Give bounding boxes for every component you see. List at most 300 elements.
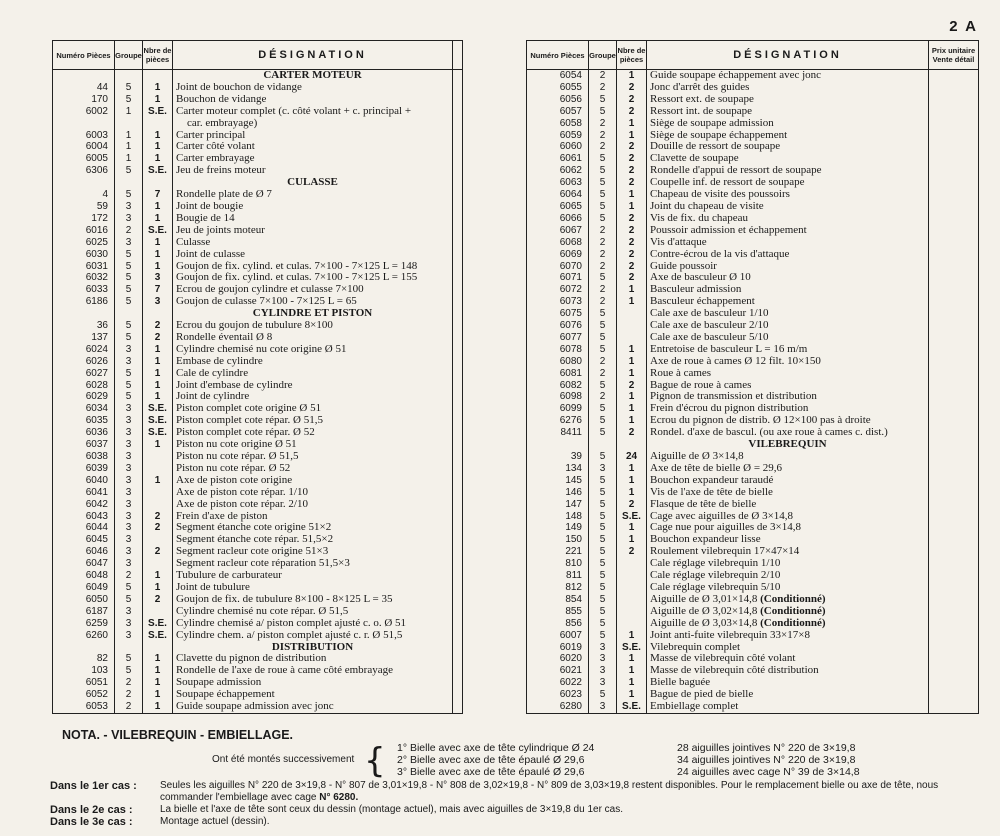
group: 3	[115, 558, 143, 570]
designation-text: Masse de vilebrequin côté volant	[650, 653, 796, 665]
quantity: 7	[143, 189, 173, 201]
designation-text: Axe de roue à cames Ø 12 filt. 10×150	[650, 355, 821, 367]
nota-title: NOTA. - VILEBREQUIN - EMBIELLAGE.	[62, 728, 294, 742]
quantity: 1	[617, 296, 647, 308]
designation-text: Bouchon expandeur lisse	[650, 534, 761, 546]
group: 3	[589, 701, 617, 713]
designation	[173, 689, 453, 701]
case-2-text: La bielle et l'axe de tête sont ceux du dessin (montage actuel), mais avec aiguilles de 3×19,8 du 1er cas.	[160, 804, 624, 815]
price-cell	[929, 630, 979, 642]
part-number: 6051	[53, 677, 115, 689]
group: 5	[115, 653, 143, 665]
parts-table-right	[526, 40, 979, 714]
table-row	[53, 82, 463, 94]
part-number: 6016	[53, 225, 115, 237]
part-number: 810	[527, 558, 589, 570]
designation	[173, 153, 453, 165]
designation-text: Poussoir admission et échappement	[650, 224, 807, 236]
designation	[173, 272, 453, 284]
part-number: 6064	[527, 189, 589, 201]
designation-text: Cage avec aiguilles de Ø 3×14,8	[650, 510, 794, 522]
quantity: 1	[617, 356, 647, 368]
part-number: 6062	[527, 165, 589, 177]
part-number: 6002	[53, 106, 115, 118]
quantity: 1	[617, 415, 647, 427]
conditionne-note: (Conditionné)	[760, 593, 826, 605]
group: 5	[589, 201, 617, 213]
table-row	[53, 320, 463, 332]
part-number: 6020	[527, 653, 589, 665]
table-row	[53, 618, 463, 630]
quantity: 1	[617, 653, 647, 665]
designation	[173, 94, 453, 106]
part-number: 6029	[53, 391, 115, 403]
quantity: 1	[617, 534, 647, 546]
part-number: 6043	[53, 511, 115, 523]
table-row	[527, 177, 979, 189]
table-row	[527, 118, 979, 130]
designation	[173, 511, 453, 523]
designation	[647, 487, 929, 499]
price-cell	[929, 308, 979, 320]
quantity: S.E.	[143, 106, 173, 118]
quantity: 2	[617, 427, 647, 439]
table-row	[527, 213, 979, 225]
designation-text: Vilebrequin complet	[650, 641, 741, 653]
section-row	[53, 308, 463, 320]
price-cell	[453, 249, 463, 261]
part-number: 6022	[527, 677, 589, 689]
price-cell	[453, 630, 463, 642]
price-cell	[453, 177, 463, 189]
table-row	[53, 689, 463, 701]
price-cell	[929, 415, 979, 427]
brace: {	[364, 741, 386, 781]
group: 2	[589, 82, 617, 94]
designation	[647, 165, 929, 177]
group: 3	[115, 522, 143, 534]
part-number: 6082	[527, 380, 589, 392]
designation-text: Cale réglage vilebrequin 5/10	[650, 581, 781, 593]
quantity: 2	[617, 82, 647, 94]
group: 5	[589, 522, 617, 534]
group: 5	[589, 427, 617, 439]
table-row	[53, 630, 463, 642]
table-row	[527, 189, 979, 201]
designation-text: Joint de bouchon de vidange	[176, 81, 302, 93]
designation	[173, 499, 453, 511]
table-row	[527, 380, 979, 392]
part-number: 6280	[527, 701, 589, 713]
price-cell	[453, 499, 463, 511]
quantity	[143, 463, 173, 475]
part-number: 44	[53, 82, 115, 94]
price-cell	[453, 213, 463, 225]
part-number: 6077	[527, 332, 589, 344]
group-cell	[115, 308, 143, 320]
group: 1	[115, 141, 143, 153]
designation-text: Culasse	[176, 236, 211, 248]
designation-text: Piston nu cote origine Ø 51	[176, 439, 297, 451]
conditionne-note: (Conditionné)	[760, 617, 826, 629]
group: 5	[115, 165, 143, 177]
price-cell	[453, 427, 463, 439]
price-cell	[453, 522, 463, 534]
group: 2	[115, 677, 143, 689]
designation-text: Bielle baguée	[650, 677, 711, 689]
part-number: 6098	[527, 391, 589, 403]
group: 3	[115, 237, 143, 249]
quantity: 1	[617, 201, 647, 213]
table-row	[53, 380, 463, 392]
table-row	[53, 403, 463, 415]
table-row	[53, 582, 463, 594]
designation-text: Segment racleur cote réparation 51,5×3	[176, 558, 350, 570]
designation	[173, 403, 453, 415]
designation	[647, 296, 929, 308]
designation-text: Coupelle inf. de ressort de soupape	[650, 177, 805, 189]
designation-text: Vis de l'axe de tête de bielle	[650, 486, 773, 498]
table-row	[527, 522, 979, 534]
part-number: 6055	[527, 82, 589, 94]
quantity: 2	[617, 213, 647, 225]
table-row	[527, 165, 979, 177]
quantity: 1	[143, 665, 173, 677]
price-cell	[453, 606, 463, 618]
group: 2	[589, 296, 617, 308]
part-number: 6056	[527, 94, 589, 106]
designation	[647, 618, 929, 630]
price-cell	[453, 701, 463, 713]
table-row	[527, 451, 979, 463]
group: 5	[589, 94, 617, 106]
group: 5	[589, 332, 617, 344]
price-cell	[929, 153, 979, 165]
price-cell	[453, 189, 463, 201]
quantity: 1	[617, 70, 647, 82]
designation-text: Guide soupape admission avec jonc	[176, 701, 334, 713]
designation	[647, 332, 929, 344]
nota-bielles	[397, 742, 594, 778]
price-cell	[929, 582, 979, 594]
designation-text: Ressort ext. de soupape	[650, 93, 754, 105]
group-cell	[115, 642, 143, 654]
quantity: 1	[143, 439, 173, 451]
quantity: 1	[143, 94, 173, 106]
quantity: 1	[143, 261, 173, 273]
designation-text: Piston complet cote répar. Ø 51,5	[176, 415, 323, 427]
table-row	[53, 165, 463, 177]
designation	[173, 677, 453, 689]
group: 5	[589, 308, 617, 320]
quantity: 1	[617, 368, 647, 380]
group: 3	[115, 403, 143, 415]
designation	[173, 249, 453, 261]
designation	[647, 94, 929, 106]
designation	[173, 118, 453, 130]
group: 5	[589, 689, 617, 701]
designation	[173, 606, 453, 618]
group: 5	[589, 344, 617, 356]
price-cell	[929, 356, 979, 368]
designation-text: Aiguille de Ø 3,01×14,8	[650, 593, 758, 605]
part-number: 103	[53, 665, 115, 677]
designation-text: Bougie de 14	[176, 212, 235, 224]
designation	[647, 141, 929, 153]
quantity: 1	[143, 344, 173, 356]
group: 5	[115, 249, 143, 261]
table-row	[527, 511, 979, 523]
designation-text: Joint de cylindre	[176, 391, 250, 403]
price-cell	[929, 439, 979, 451]
table-row	[527, 594, 979, 606]
quantity: 1	[143, 570, 173, 582]
group: 1	[115, 153, 143, 165]
price-cell	[929, 106, 979, 118]
group: 5	[589, 582, 617, 594]
quantity: S.E.	[617, 642, 647, 654]
designation	[173, 427, 453, 439]
quantity: S.E.	[617, 511, 647, 523]
designation-text: Basculeur admission	[650, 284, 742, 296]
case-1-text: Seules les aiguilles N° 220 de 3×19,8 - N° 807 de 3,01×19,8 - N° 808 de 3,02×19,8 - N° 809 de 3,03×19,8 restent disponibles. Pour le remplacement bielle ou axe de tête, nous commander l'embiellage avec cage	[160, 780, 939, 803]
table-row	[53, 534, 463, 546]
quantity: 1	[617, 665, 647, 677]
quantity: 2	[617, 380, 647, 392]
designation-text: Joint de bougie	[176, 200, 244, 212]
designation	[173, 356, 453, 368]
designation-text: Piston nu cote répar. Ø 52	[176, 462, 291, 474]
table-row	[527, 642, 979, 654]
group: 3	[115, 344, 143, 356]
table-row	[527, 427, 979, 439]
part-number: 6053	[53, 701, 115, 713]
price-cell	[929, 320, 979, 332]
price-cell	[453, 296, 463, 308]
designation-text: Soupape échappement	[176, 689, 275, 701]
bielle-3: 3° Bielle avec axe de tête épaulé Ø 29,6	[397, 766, 585, 778]
quantity: 1	[617, 403, 647, 415]
quantity: 1	[617, 391, 647, 403]
part-number: 150	[527, 534, 589, 546]
price-cell	[453, 130, 463, 142]
table-row	[527, 201, 979, 213]
designation	[647, 534, 929, 546]
designation-text: Rondelle plate de Ø 7	[176, 189, 272, 201]
group: 5	[589, 415, 617, 427]
group: 5	[115, 284, 143, 296]
part-number: 854	[527, 594, 589, 606]
part-number: 6039	[53, 463, 115, 475]
part-number: 6099	[527, 403, 589, 415]
part-number: 6035	[53, 415, 115, 427]
price-cell	[453, 141, 463, 153]
group: 3	[115, 606, 143, 618]
group: 5	[589, 213, 617, 225]
group: 3	[115, 201, 143, 213]
page-number: 2 A	[949, 18, 978, 35]
designation	[647, 511, 929, 523]
designation	[647, 118, 929, 130]
group: 5	[589, 475, 617, 487]
part-number: 6024	[53, 344, 115, 356]
designation-text: Piston complet cote répar. Ø 52	[176, 427, 315, 439]
group: 1	[115, 106, 143, 118]
designation	[173, 391, 453, 403]
table-row	[527, 653, 979, 665]
quantity: S.E.	[617, 701, 647, 713]
designation-text: Guide soupape échappement avec jonc	[650, 69, 822, 81]
designation	[647, 70, 929, 82]
designation-text: Rondel. d'axe de bascul. (ou axe roue à cames c. dist.)	[650, 427, 888, 439]
designation	[647, 153, 929, 165]
table-row	[53, 141, 463, 153]
table-row	[527, 618, 979, 630]
quantity: 1	[143, 653, 173, 665]
group: 5	[589, 165, 617, 177]
header-groupe: Groupe	[115, 41, 143, 70]
part-number-cell	[53, 308, 115, 320]
designation-text: Siège de soupape échappement	[650, 129, 788, 141]
quantity: S.E.	[143, 427, 173, 439]
table-row	[527, 284, 979, 296]
quantity: 1	[143, 689, 173, 701]
part-number: 8411	[527, 427, 589, 439]
quantity	[143, 558, 173, 570]
price-cell	[929, 272, 979, 284]
price-cell	[453, 475, 463, 487]
part-number: 170	[53, 94, 115, 106]
part-number: 6187	[53, 606, 115, 618]
designation-text: Ecrou de goujon cylindre et culasse 7×100	[176, 284, 364, 296]
table-row	[53, 451, 463, 463]
quantity	[617, 606, 647, 618]
designation-text: Joint anti-fuite vilebrequin 33×17×8	[650, 629, 810, 641]
price-cell	[453, 320, 463, 332]
price-cell	[453, 261, 463, 273]
price-cell	[929, 653, 979, 665]
price-cell	[929, 380, 979, 392]
quantity: 2	[143, 522, 173, 534]
table-row	[53, 594, 463, 606]
table-row	[527, 296, 979, 308]
price-cell	[929, 618, 979, 630]
table-row	[527, 463, 979, 475]
designation-text: Carter principal	[176, 129, 246, 141]
header-nbre: Nbre de pièces	[143, 41, 173, 70]
group: 2	[589, 130, 617, 142]
quantity: 1	[617, 677, 647, 689]
price-cell	[453, 451, 463, 463]
group: 2	[589, 261, 617, 273]
section-title: VILEBREQUIN	[647, 439, 929, 451]
part-number: 6047	[53, 558, 115, 570]
designation	[173, 522, 453, 534]
part-number: 6030	[53, 249, 115, 261]
table-row	[527, 665, 979, 677]
price-cell	[929, 368, 979, 380]
table-row	[53, 213, 463, 225]
quantity-cell	[143, 642, 173, 654]
group: 5	[589, 380, 617, 392]
part-number: 146	[527, 487, 589, 499]
designation	[647, 582, 929, 594]
designation	[647, 130, 929, 142]
designation	[647, 499, 929, 511]
table-row	[53, 153, 463, 165]
table-row	[527, 689, 979, 701]
table-row	[527, 356, 979, 368]
table-row	[53, 391, 463, 403]
part-number: 6067	[527, 225, 589, 237]
price-cell	[929, 118, 979, 130]
table-row	[53, 558, 463, 570]
quantity: 1	[143, 213, 173, 225]
price-cell	[929, 284, 979, 296]
designation-text: Axe de tête de bielle Ø = 29,6	[650, 462, 783, 474]
designation-text: Guide poussoir	[650, 260, 717, 272]
designation	[173, 165, 453, 177]
designation	[647, 106, 929, 118]
table-row	[527, 475, 979, 487]
part-number: 6023	[527, 689, 589, 701]
table-row	[527, 630, 979, 642]
designation	[173, 653, 453, 665]
group: 2	[115, 225, 143, 237]
table-row	[53, 332, 463, 344]
price-cell	[929, 534, 979, 546]
designation	[647, 284, 929, 296]
part-number-cell	[53, 70, 115, 82]
part-number: 6019	[527, 642, 589, 654]
designation	[173, 558, 453, 570]
table-row	[53, 189, 463, 201]
designation-text: Jeu de joints moteur	[176, 224, 265, 236]
designation	[647, 272, 929, 284]
price-cell	[929, 606, 979, 618]
quantity-cell	[617, 439, 647, 451]
price-cell	[929, 475, 979, 487]
designation	[647, 391, 929, 403]
designation-text: Piston nu cote répar. Ø 51,5	[176, 451, 299, 462]
price-cell	[453, 284, 463, 296]
price-cell	[453, 570, 463, 582]
price-cell	[929, 665, 979, 677]
price-cell	[453, 403, 463, 415]
price-cell	[453, 380, 463, 392]
quantity: 7	[143, 284, 173, 296]
quantity: 1	[617, 130, 647, 142]
aiguilles-1: 28 aiguilles jointives N° 220 de 3×19,8	[677, 742, 856, 754]
designation	[647, 189, 929, 201]
table-row	[53, 272, 463, 284]
part-number: 6045	[53, 534, 115, 546]
nota-cases	[50, 780, 985, 828]
group: 3	[589, 642, 617, 654]
part-number: 6037	[53, 439, 115, 451]
quantity: 1	[143, 356, 173, 368]
designation-text: Joint de culasse	[176, 248, 246, 260]
price-cell	[929, 689, 979, 701]
designation-text: Axe de basculeur Ø 10	[650, 272, 751, 284]
case-3-text: Montage actuel (dessin).	[160, 816, 270, 827]
part-number: 137	[53, 332, 115, 344]
price-cell	[929, 165, 979, 177]
part-number: 6007	[527, 630, 589, 642]
quantity	[143, 118, 173, 130]
table-row	[527, 249, 979, 261]
table-row	[53, 415, 463, 427]
